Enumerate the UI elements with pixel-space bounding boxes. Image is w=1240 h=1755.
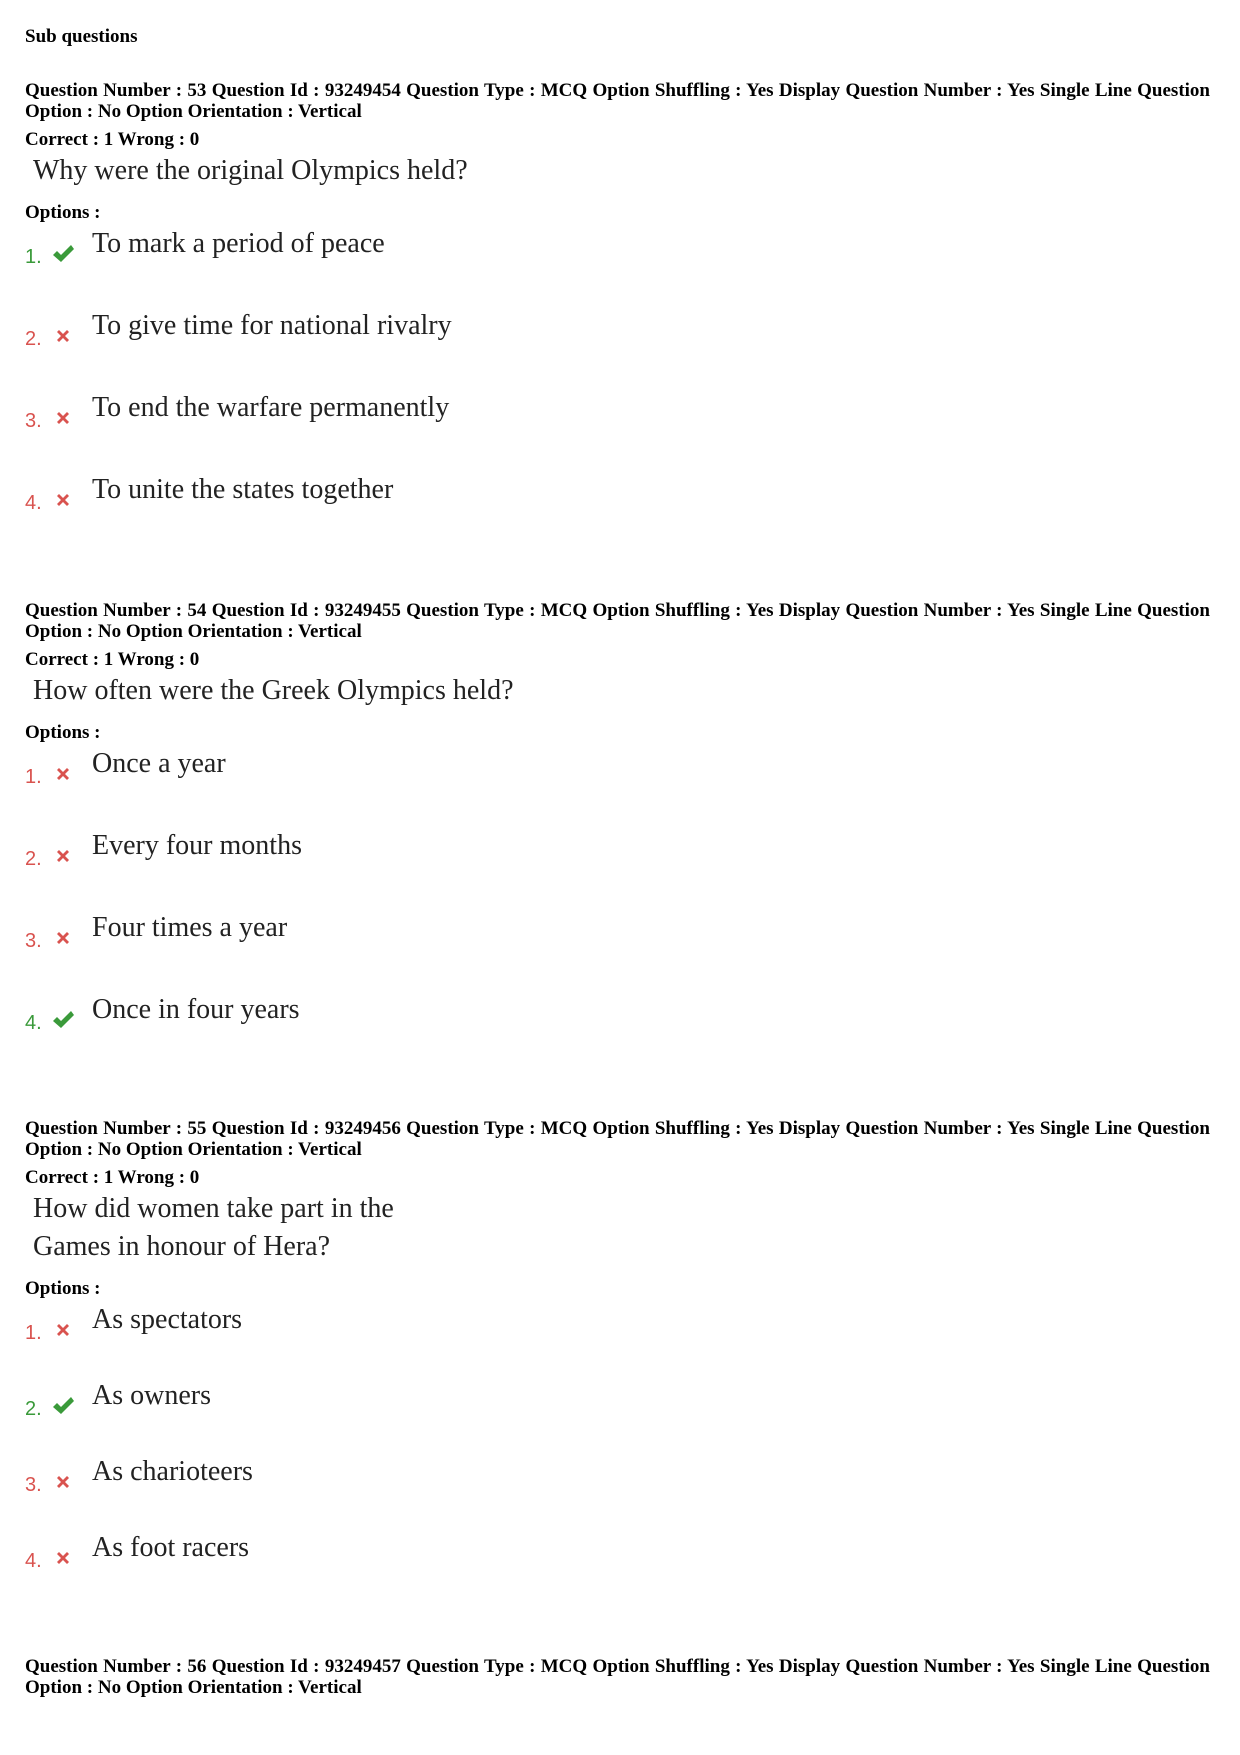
question-text-line: Games in honour of Hera?: [33, 1231, 331, 1262]
question-text-line: How often were the Greek Olympics held?: [33, 675, 514, 706]
option-item: [25, 1300, 1215, 1376]
options-list: [25, 224, 1215, 552]
question-text-line: How did women take part in the: [33, 1193, 394, 1224]
option-number: 3.: [25, 1474, 42, 1496]
question-marks: Correct : 1 Wrong : 0: [25, 1167, 200, 1188]
cross-icon: [51, 324, 75, 348]
option-item: [25, 744, 1215, 826]
option-number: 4.: [25, 492, 42, 514]
cross-icon: [51, 844, 75, 868]
question-block: [25, 600, 1215, 1072]
question-text: [33, 152, 1215, 190]
option-item: [25, 224, 1215, 306]
option-text: As owners: [92, 1380, 211, 1411]
check-icon: [51, 242, 75, 266]
option-item: [25, 1528, 1215, 1604]
question-text-line: Why were the original Olympics held?: [33, 155, 468, 186]
check-icon: [51, 1008, 75, 1032]
option-text: As charioteers: [92, 1456, 253, 1487]
question-marks: Correct : 1 Wrong : 0: [25, 649, 200, 670]
option-text: As spectators: [92, 1304, 243, 1335]
cross-icon: [51, 488, 75, 512]
cross-icon: [51, 926, 75, 950]
question-text: [33, 672, 1215, 710]
option-item: [25, 1452, 1215, 1528]
cross-icon: [51, 406, 75, 430]
options-label: Options :: [25, 202, 101, 223]
option-number: 1.: [25, 246, 42, 268]
option-text: Once a year: [92, 748, 226, 779]
options-label: Options :: [25, 1278, 101, 1299]
option-item: [25, 1376, 1215, 1452]
option-number: 1.: [25, 766, 42, 788]
option-number: 4.: [25, 1012, 42, 1034]
cross-icon: [51, 1470, 75, 1494]
question-text: [33, 1190, 1215, 1266]
option-item: [25, 470, 1215, 552]
options-label: Options :: [25, 722, 101, 743]
option-item: [25, 908, 1215, 990]
question-marks: Correct : 1 Wrong : 0: [25, 129, 200, 150]
section-title: Sub questions: [25, 26, 138, 47]
options-list: [25, 1300, 1215, 1604]
option-text: To mark a period of peace: [92, 228, 385, 259]
option-number: 2.: [25, 848, 42, 870]
option-item: [25, 826, 1215, 908]
question-block: [25, 1118, 1215, 1604]
option-number: 1.: [25, 1322, 42, 1344]
option-text: Four times a year: [92, 912, 288, 943]
option-text: As foot racers: [92, 1532, 250, 1563]
option-text: To give time for national rivalry: [92, 310, 452, 341]
option-number: 3.: [25, 410, 42, 432]
option-text: To unite the states together: [92, 474, 394, 505]
question-meta: Question Number : 55 Question Id : 93249456 Question Type : MCQ Option Shuffling : Yes Display Question Number : Yes Single Line Question Option : No Option Orientation : Vertical: [25, 1118, 1210, 1160]
option-number: 2.: [25, 1398, 42, 1420]
cross-icon: [51, 1546, 75, 1570]
question-block: [25, 80, 1215, 552]
question-meta: Question Number : 53 Question Id : 93249454 Question Type : MCQ Option Shuffling : Yes Display Question Number : Yes Single Line Question Option : No Option Orientation : Vertical: [25, 80, 1210, 122]
question-meta: Question Number : 56 Question Id : 93249457 Question Type : MCQ Option Shuffling : Yes Display Question Number : Yes Single Line Question Option : No Option Orientation : Vertical: [25, 1656, 1210, 1698]
option-number: 3.: [25, 930, 42, 952]
option-item: [25, 388, 1215, 470]
option-text: Once in four years: [92, 994, 300, 1025]
option-number: 4.: [25, 1550, 42, 1572]
cross-icon: [51, 1318, 75, 1342]
question-block: [25, 1656, 1215, 1698]
question-meta: Question Number : 54 Question Id : 93249455 Question Type : MCQ Option Shuffling : Yes Display Question Number : Yes Single Line Question Option : No Option Orientation : Vertical: [25, 600, 1210, 642]
option-item: [25, 990, 1215, 1072]
option-number: 2.: [25, 328, 42, 350]
option-text: To end the warfare permanently: [92, 392, 450, 423]
check-icon: [51, 1394, 75, 1418]
option-text: Every four months: [92, 830, 302, 861]
options-list: [25, 744, 1215, 1072]
option-item: [25, 306, 1215, 388]
cross-icon: [51, 762, 75, 786]
